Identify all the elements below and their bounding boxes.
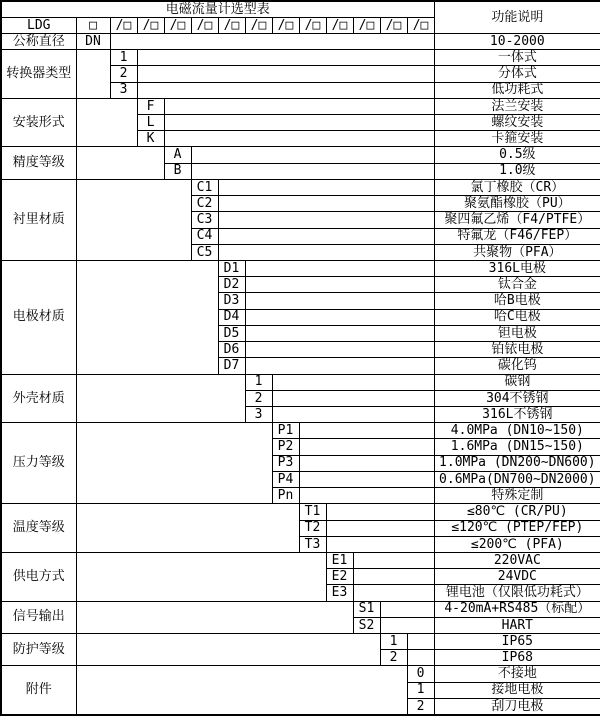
spacer-cell [76, 423, 272, 504]
spacer-cell [245, 261, 434, 277]
spacer-cell [191, 147, 434, 163]
temperature-rating-label: 温度等级 [1, 504, 76, 553]
installation-form-code-L: L [137, 115, 164, 131]
spacer-cell [272, 406, 434, 422]
spacer-cell [299, 471, 434, 487]
spacer-cell [326, 504, 434, 520]
spacer-cell [76, 601, 353, 633]
spacer-cell [137, 66, 434, 82]
temperature-rating-code-T3: T3 [299, 536, 326, 552]
pressure-rating-code-P3: P3 [272, 455, 299, 471]
pressure-rating-code-P2: P2 [272, 439, 299, 455]
spacer-cell [218, 179, 434, 195]
transducer-type-desc-1: 一体式 [434, 50, 600, 66]
spacer-cell [245, 277, 434, 293]
signal-output-desc-S2: HART [434, 617, 600, 633]
spacer-cell [76, 147, 164, 179]
electrode-material-desc-D4: 哈C电极 [434, 309, 600, 325]
model-segment-box: /□ [218, 17, 245, 33]
housing-material-code-3: 3 [245, 406, 272, 422]
spacer-cell [218, 196, 434, 212]
spacer-cell [76, 634, 380, 666]
electrode-material-desc-D7: 碳化钨 [434, 358, 600, 374]
liner-material-desc-C3: 聚四氟乙烯（F4/PTFE） [434, 212, 600, 228]
spacer-cell [353, 552, 434, 568]
spacer-cell [76, 552, 326, 601]
power-supply-code-E2: E2 [326, 569, 353, 585]
accessories-desc-1: 接地电极 [434, 682, 600, 698]
spacer-cell [76, 179, 191, 260]
installation-form-desc-F: 法兰安装 [434, 98, 600, 114]
spacer-cell [137, 82, 434, 98]
pressure-rating-code-P1: P1 [272, 423, 299, 439]
electrode-material-desc-D5: 钽电极 [434, 325, 600, 341]
model-segment-box: /□ [299, 17, 326, 33]
spacer-cell [137, 50, 434, 66]
spacer-cell [380, 601, 434, 617]
accessories-desc-2: 刮刀电极 [434, 698, 600, 715]
electrode-material-desc-D3: 哈B电极 [434, 293, 600, 309]
spacer-cell [380, 617, 434, 633]
electrode-material-code-D6: D6 [218, 342, 245, 358]
model-dn-box: □ [76, 17, 110, 33]
transducer-type-desc-2: 分体式 [434, 66, 600, 82]
spacer-cell [353, 569, 434, 585]
spacer-cell [299, 488, 434, 504]
accuracy-class-label: 精度等级 [1, 147, 76, 179]
pressure-rating-code-Pn: Pn [272, 488, 299, 504]
electrode-material-label: 电极材质 [1, 261, 76, 375]
spacer-cell [164, 115, 434, 131]
model-segment-box: /□ [353, 17, 380, 33]
accuracy-class-code-A: A [164, 147, 191, 163]
protection-class-label: 防护等级 [1, 634, 76, 666]
electrode-material-desc-D6: 铂铱电极 [434, 342, 600, 358]
spacer-cell [407, 634, 434, 650]
housing-material-code-1: 1 [245, 374, 272, 390]
pressure-rating-desc-Pn: 特殊定制 [434, 488, 600, 504]
spacer-cell [272, 390, 434, 406]
installation-form-desc-L: 螺纹安装 [434, 115, 600, 131]
pressure-rating-desc-P4: 0.6MPa(DN700~DN2000) [434, 471, 600, 487]
liner-material-code-C4: C4 [191, 228, 218, 244]
protection-class-desc-1: IP65 [434, 634, 600, 650]
spacer-cell [353, 585, 434, 601]
signal-output-label: 信号输出 [1, 601, 76, 633]
spacer-cell [218, 228, 434, 244]
pressure-rating-code-P4: P4 [272, 471, 299, 487]
installation-form-code-K: K [137, 131, 164, 147]
spacer-cell [164, 98, 434, 114]
accuracy-class-desc-A: 0.5级 [434, 147, 600, 163]
spacer-cell [245, 358, 434, 374]
accessories-label: 附件 [1, 666, 76, 715]
liner-material-code-C3: C3 [191, 212, 218, 228]
electrode-material-desc-D2: 钛合金 [434, 277, 600, 293]
spacer-cell [110, 33, 434, 49]
spacer-cell [245, 325, 434, 341]
liner-material-desc-C1: 氯丁橡胶（CR） [434, 179, 600, 195]
transducer-type-code-3: 3 [110, 82, 137, 98]
electrode-material-code-D1: D1 [218, 261, 245, 277]
spacer-cell [272, 374, 434, 390]
spacer-cell [218, 212, 434, 228]
model-segment-box: /□ [272, 17, 299, 33]
installation-form-label: 安装形式 [1, 98, 76, 147]
spacer-cell [245, 309, 434, 325]
model-segment-box: /□ [191, 17, 218, 33]
pressure-rating-desc-P2: 1.6MPa (DN15~150) [434, 439, 600, 455]
housing-material-label: 外壳材质 [1, 374, 76, 423]
model-segment-box: /□ [164, 17, 191, 33]
transducer-type-label: 转换器类型 [1, 50, 76, 99]
temperature-rating-code-T2: T2 [299, 520, 326, 536]
spacer-cell [164, 131, 434, 147]
diameter-code: DN [76, 33, 110, 49]
liner-material-desc-C5: 共聚物（PFA） [434, 244, 600, 260]
spacer-cell [299, 455, 434, 471]
installation-form-code-F: F [137, 98, 164, 114]
liner-material-desc-C4: 特氟龙（F46/FEP） [434, 228, 600, 244]
model-segment-box: /□ [407, 17, 434, 33]
spacer-cell [245, 342, 434, 358]
spacer-cell [245, 293, 434, 309]
accessories-code-1: 1 [407, 682, 434, 698]
housing-material-desc-1: 碳钢 [434, 374, 600, 390]
signal-output-code-S2: S2 [353, 617, 380, 633]
protection-class-code-1: 1 [380, 634, 407, 650]
power-supply-desc-E1: 220VAC [434, 552, 600, 568]
power-supply-desc-E2: 24VDC [434, 569, 600, 585]
accessories-code-0: 0 [407, 666, 434, 682]
housing-material-desc-3: 316L不锈钢 [434, 406, 600, 422]
spacer-cell [191, 163, 434, 179]
diameter-desc: 10-2000 [434, 33, 600, 49]
pressure-rating-desc-P1: 4.0MPa (DN10~150) [434, 423, 600, 439]
accessories-desc-0: 不接地 [434, 666, 600, 682]
accuracy-class-desc-B: 1.0级 [434, 163, 600, 179]
spacer-cell [326, 520, 434, 536]
temperature-rating-desc-T2: ≤120℃ (PTEP/FEP) [434, 520, 600, 536]
model-segment-box: /□ [137, 17, 164, 33]
temperature-rating-desc-T3: ≤200℃ (PFA) [434, 536, 600, 552]
power-supply-code-E3: E3 [326, 585, 353, 601]
spacer-cell [76, 666, 407, 715]
liner-material-code-C5: C5 [191, 244, 218, 260]
electrode-material-desc-D1: 316L电极 [434, 261, 600, 277]
temperature-rating-desc-T1: ≤80℃ (CR/PU) [434, 504, 600, 520]
accuracy-class-code-B: B [164, 163, 191, 179]
temperature-rating-code-T1: T1 [299, 504, 326, 520]
spacer-cell [76, 374, 245, 423]
spacer-cell [76, 504, 299, 553]
pressure-rating-desc-P3: 1.0MPa (DN200~DN600) [434, 455, 600, 471]
housing-material-desc-2: 304不锈钢 [434, 390, 600, 406]
model-segment-box: /□ [380, 17, 407, 33]
electrode-material-code-D5: D5 [218, 325, 245, 341]
power-supply-label: 供电方式 [1, 552, 76, 601]
diameter-label: 公称直径 [1, 33, 76, 49]
transducer-type-desc-3: 低功耗式 [434, 82, 600, 98]
model-prefix: LDG [1, 17, 76, 33]
liner-material-code-C1: C1 [191, 179, 218, 195]
liner-material-label: 衬里材质 [1, 179, 76, 260]
model-segment-box: /□ [110, 17, 137, 33]
liner-material-code-C2: C2 [191, 196, 218, 212]
installation-form-desc-K: 卡箍安装 [434, 131, 600, 147]
housing-material-code-2: 2 [245, 390, 272, 406]
signal-output-desc-S1: 4-20mA+RS485（标配） [434, 601, 600, 617]
model-segment-box: /□ [245, 17, 272, 33]
electrode-material-code-D7: D7 [218, 358, 245, 374]
electrode-material-code-D4: D4 [218, 309, 245, 325]
pressure-rating-label: 压力等级 [1, 423, 76, 504]
electrode-material-code-D2: D2 [218, 277, 245, 293]
spacer-cell [407, 650, 434, 666]
power-supply-desc-E3: 锂电池（仅限低功耗式） [434, 585, 600, 601]
function-description-header: 功能说明 [434, 1, 600, 33]
spacer-cell [76, 261, 218, 375]
spacer-cell [76, 50, 110, 99]
transducer-type-code-1: 1 [110, 50, 137, 66]
accessories-code-2: 2 [407, 698, 434, 715]
electrode-material-code-D3: D3 [218, 293, 245, 309]
table-title: 电磁流量计选型表 [1, 1, 434, 17]
spacer-cell [326, 536, 434, 552]
spacer-cell [76, 98, 137, 147]
protection-class-desc-2: IP68 [434, 650, 600, 666]
spacer-cell [299, 423, 434, 439]
spacer-cell [299, 439, 434, 455]
spacer-cell [218, 244, 434, 260]
transducer-type-code-2: 2 [110, 66, 137, 82]
protection-class-code-2: 2 [380, 650, 407, 666]
liner-material-desc-C2: 聚氨酯橡胶（PU） [434, 196, 600, 212]
signal-output-code-S1: S1 [353, 601, 380, 617]
power-supply-code-E1: E1 [326, 552, 353, 568]
model-segment-box: /□ [326, 17, 353, 33]
